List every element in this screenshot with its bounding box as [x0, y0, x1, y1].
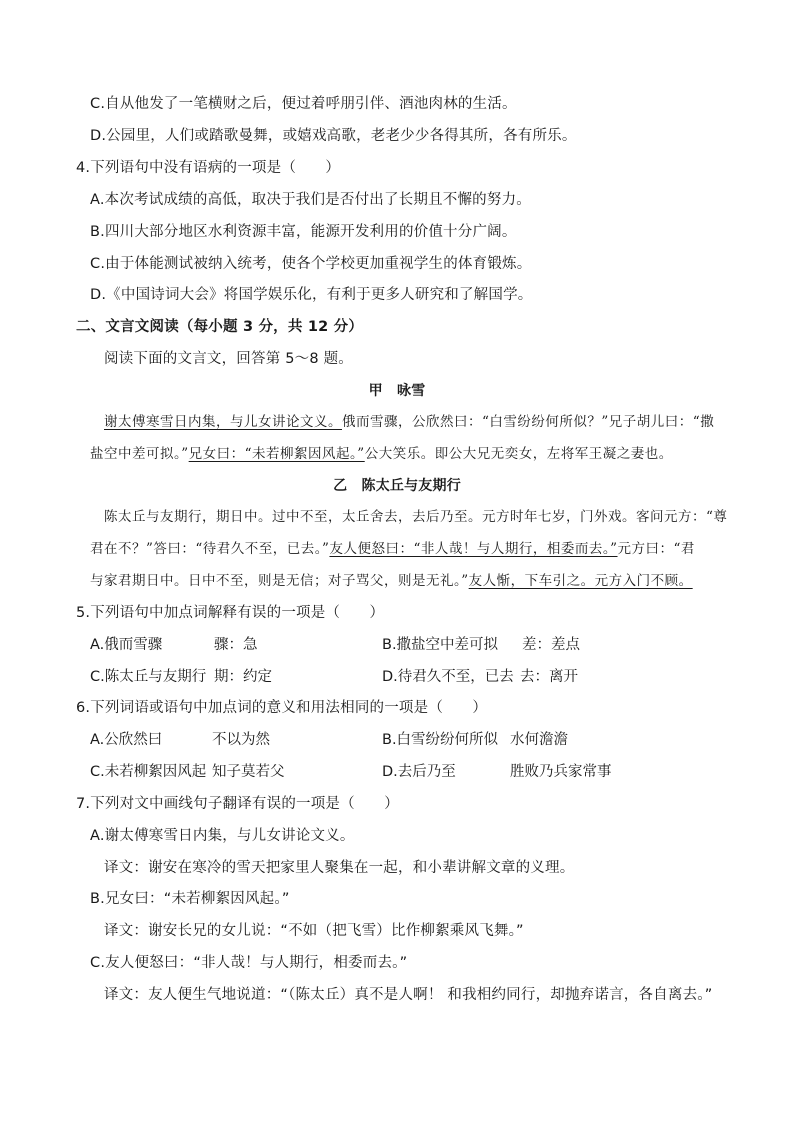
q6-option-b-pair: 水何澹澹 [510, 732, 568, 748]
q7-option-c: C.友人便怒曰：“非人哉！与人期行，相委而去。” [90, 955, 408, 971]
q4-stem: 4.下列语句中没有语病的一项是（ ） [76, 160, 341, 176]
q5-stem: 5.下列语句中加点词解释有误的一项是（ ） [76, 605, 385, 621]
q6-option-a-word: A.公欣然曰 [90, 732, 163, 748]
q4-option-d: D.《中国诗词大会》将国学娱乐化，有利于更多人研究和了解国学。 [90, 287, 533, 303]
q6-stem: 6.下列词语或语句中加点词的意义和用法相同的一项是（ ） [76, 700, 488, 716]
q5-option-b-word: B.撒盐空中差可拟 [382, 637, 499, 653]
q7-option-b-translation: 译文：谢安长兄的女儿说：“不如（把飞雪）比作柳絮乘风飞舞。” [104, 923, 524, 939]
q3-option-c: C.自从他发了一笔横财之后，便过着呼朋引伴、酒池肉林的生活。 [90, 96, 517, 112]
passage-text: 与家君期日中。日中不至，则是无信；对子骂父，则是无礼。” [90, 573, 469, 589]
q6-option-d-pair: 胜败乃兵家常事 [510, 764, 612, 780]
q5-option-b-gloss: 差：差点 [522, 637, 580, 653]
q5-option-d-gloss: 去：离开 [520, 669, 578, 685]
q7-option-a-translation: 译文：谢安在寒冷的雪天把家里人聚集在一起，和小辈讲解文章的义理。 [104, 860, 575, 876]
q7-stem: 7.下列对文中画线句子翻译有误的一项是（ ） [76, 796, 399, 812]
passage-text: 盐空中差可拟。” [90, 446, 189, 462]
q6-option-c-word: C.未若柳絮因风起 [90, 764, 207, 780]
q6-option-c-pair: 知子莫若父 [212, 764, 285, 780]
q5-option-a-gloss: 骤：急 [214, 637, 258, 653]
underlined-sentence: 友人惭，下车引之。元方入门不顾。 [468, 573, 693, 589]
q5-option-a-word: A.俄而雪骤 [90, 637, 163, 653]
section-instruction: 阅读下面的文言文，回答第 5～8 题。 [104, 351, 353, 367]
q7-option-b: B.兄女曰：“未若柳絮因风起。” [90, 891, 290, 907]
q5-option-c-word: C.陈太丘与友期行 [90, 669, 207, 685]
q7-option-a: A.谢太傅寒雪日内集，与儿女讲论文义。 [90, 828, 355, 844]
q7-option-c-translation: 译文：友人便生气地说道：“（陈太丘）真不是人啊！ 和我相约同行，却抛弃诺言，各自离去。” [104, 987, 713, 1003]
underlined-sentence: 兄女曰：“未若柳絮因风起。” [188, 446, 365, 462]
passage-text: 元方曰：“君 [617, 541, 695, 557]
underlined-sentence: 友人便怒曰：“非人哉！与人期行，相委而去。” [329, 541, 618, 557]
passage-text: 俄而雪骤，公欣然曰：“白雪纷纷何所似？”兄子胡儿曰：“撒 [342, 414, 715, 430]
q5-option-c-gloss: 期：约定 [214, 669, 272, 685]
passage-jia-line-1 [104, 412, 714, 432]
q5-option-d-word: D.待君久不至，已去 [382, 669, 514, 685]
passage-text: 公大笑乐。即公大兄无奕女，左将军王凝之妻也。 [364, 446, 673, 462]
q6-option-d-word: D.去后乃至 [382, 764, 456, 780]
passage-text: 君在不？”答曰：“待君久不至，已去。” [90, 541, 330, 557]
passage-yi-title: 乙 陈太丘与友期行 [333, 478, 461, 494]
q4-option-a: A.本次考试成绩的高低，取决于我们是否付出了长期且不懈的努力。 [90, 192, 531, 208]
underlined-sentence: 谢太傅寒雪日内集，与儿女讲论文义。 [104, 414, 342, 430]
passage-jia-title: 甲 咏雪 [368, 383, 426, 399]
passage-jia-line-2 [90, 444, 673, 464]
section-heading: 二、文言文阅读（每小题 3 分，共 12 分） [76, 319, 364, 335]
passage-yi-line-3 [90, 571, 693, 591]
q3-option-d: D.公园里，人们或踏歌曼舞，或嬉戏高歌，老老少少各得其所，各有所乐。 [90, 128, 577, 144]
passage-yi-line-1: 陈太丘与友期行，期日中。过中不至，太丘舍去，去后乃至。元方时年七岁，门外戏。客问元方：“尊 [104, 509, 728, 525]
q6-option-b-word: B.白雪纷纷何所似 [382, 732, 499, 748]
q4-option-c: C.由于体能测试被纳入统考，使各个学校更加重视学生的体育锻炼。 [90, 256, 532, 272]
q4-option-b: B.四川大部分地区水利资源丰富，能源开发利用的价值十分广阔。 [90, 224, 517, 240]
q6-option-a-pair: 不以为然 [212, 732, 270, 748]
passage-yi-line-2 [90, 539, 695, 559]
